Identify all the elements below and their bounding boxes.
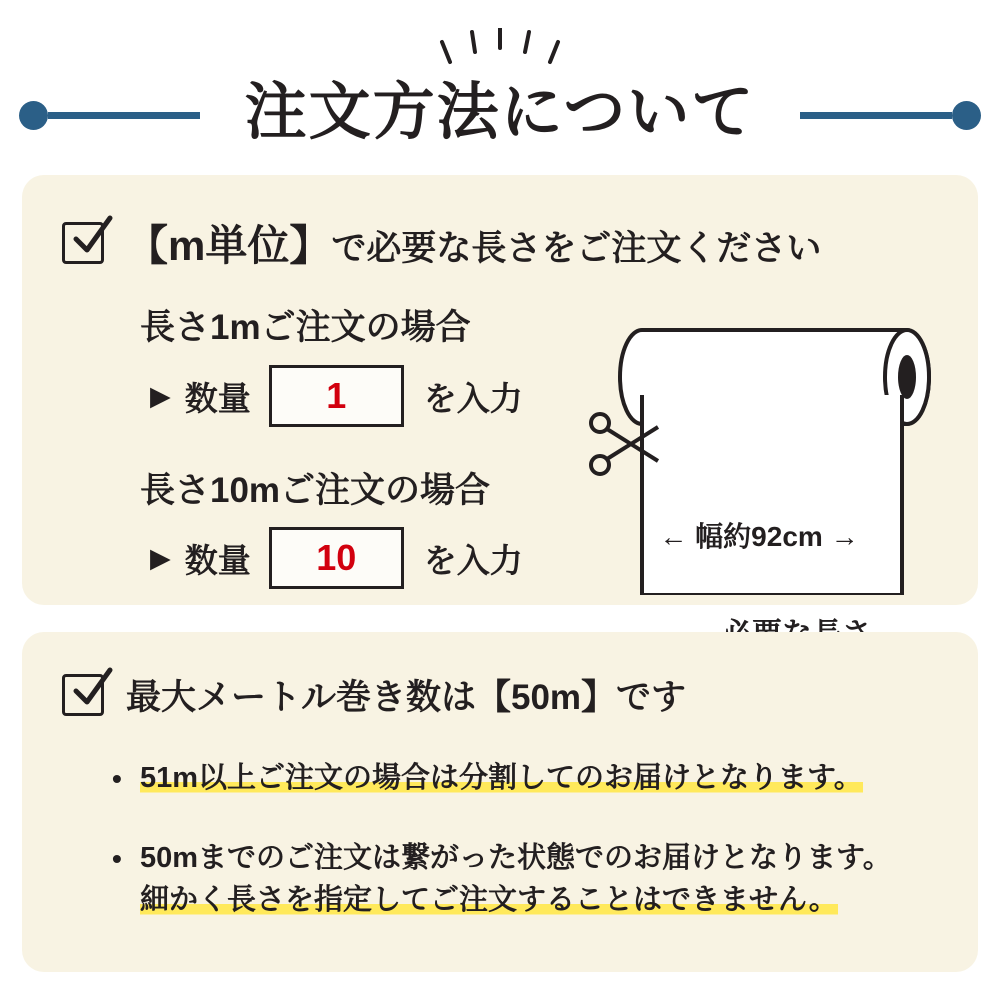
checkbox-icon [62, 674, 104, 716]
check-mark-icon [70, 667, 114, 711]
case-2-qty-row [150, 527, 523, 589]
max-bullet-2-line2: 細かく長さを指定してご注文することはできません。 [140, 884, 838, 917]
page-title: 注文方法について [244, 78, 756, 147]
max-heading-row [62, 670, 686, 720]
roll-width-label: ← 幅約92cm → [659, 521, 859, 552]
max-bullet-2 [112, 837, 960, 921]
max-bullet-2-line1: 50mまでのご注文は繋がった状態でのお届けとなります。 [140, 842, 892, 874]
case-1-label: 長さ1mご注文の場合 [140, 308, 471, 347]
bullet-dot-icon: • [112, 843, 122, 874]
max-heading-text: 最大メートル巻き数は【50m】です [126, 678, 687, 717]
order-method-panel [22, 175, 978, 605]
max-bullet-1 [112, 757, 960, 799]
max-bullet-1-line1: 51m以上ご注文の場合は分割してのお届けとなります。 [140, 762, 863, 794]
case-1-qty-word: 数量 [184, 379, 251, 417]
bullet-dot-icon: • [112, 763, 122, 794]
case-2-qty-word: 数量 [184, 541, 251, 579]
order-heading-text [126, 213, 821, 273]
case-2-enter-word: を入力 [423, 541, 523, 579]
sparkle-icon [430, 28, 570, 78]
case-2-qty-input[interactable]: 10 [269, 527, 404, 589]
case-1-qty-input[interactable]: 1 [269, 365, 404, 427]
order-heading-row [62, 213, 821, 273]
page-header [0, 20, 1000, 150]
case-2-label: 長さ10mご注文の場合 [140, 471, 491, 510]
checkbox-icon [62, 222, 104, 264]
triangle-right-icon: ▶ [150, 542, 171, 573]
order-heading-unit: 【m単位】 [126, 222, 332, 269]
case-1-enter-word: を入力 [423, 379, 523, 417]
max-length-panel [22, 632, 978, 972]
check-mark-icon [70, 215, 114, 259]
triangle-right-icon: ▶ [150, 380, 171, 411]
case-1-qty-row [150, 365, 523, 427]
order-heading-rest: で必要な長さをご注文ください [331, 229, 822, 268]
